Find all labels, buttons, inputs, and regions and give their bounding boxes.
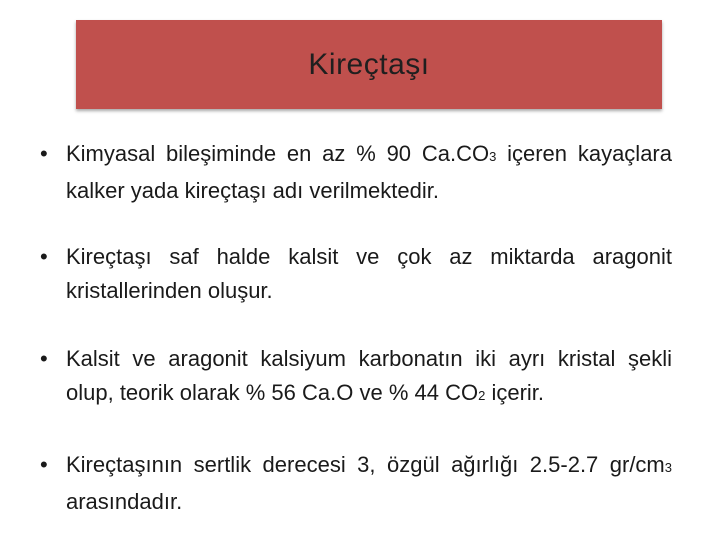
bullet-item-4 [40,448,672,519]
bullet-text [66,342,672,413]
subscript: 3 [489,149,497,164]
bullet-text-tail: içerir. [485,380,545,405]
bullet-text [66,448,672,519]
bullet-text-tail: arasındadır. [66,489,183,514]
bullet-item-2 [40,240,672,308]
bullet-symbol: • [40,244,48,269]
title-banner [76,20,662,109]
subscript: 3 [664,460,672,475]
bullet-text-main: Kireçtaşı saf halde kalsit ve çok az miktarda aragonit kristallerinden oluşur. [66,244,672,303]
slide-title: Kireçtaşı [308,47,430,81]
bullet-text-main: Kimyasal bileşiminde en az % 90 Ca.CO [66,141,490,166]
bullet-symbol: • [40,346,48,371]
bullet-text [66,137,672,208]
bullet-item-1 [40,137,672,208]
subscript: 2 [478,388,486,403]
bullet-symbol: • [40,141,48,166]
bullet-item-3 [40,342,672,413]
bullet-text-main: Kireçtaşının sertlik derecesi 3, özgül ağırlığı 2.5-2.7 gr/cm [66,452,665,477]
bullet-text [66,240,672,308]
bullet-symbol: • [40,452,48,477]
bullet-text-main: Kalsit ve aragonit kalsiyum karbonatın iki ayrı kristal şekli olup, teorik olarak % 56 Ca.O ve % 44 CO [66,346,672,405]
bullet-text-tail: içeren kayaçlara kalker yada kireçtaşı adı verilmektedir. [66,141,672,203]
